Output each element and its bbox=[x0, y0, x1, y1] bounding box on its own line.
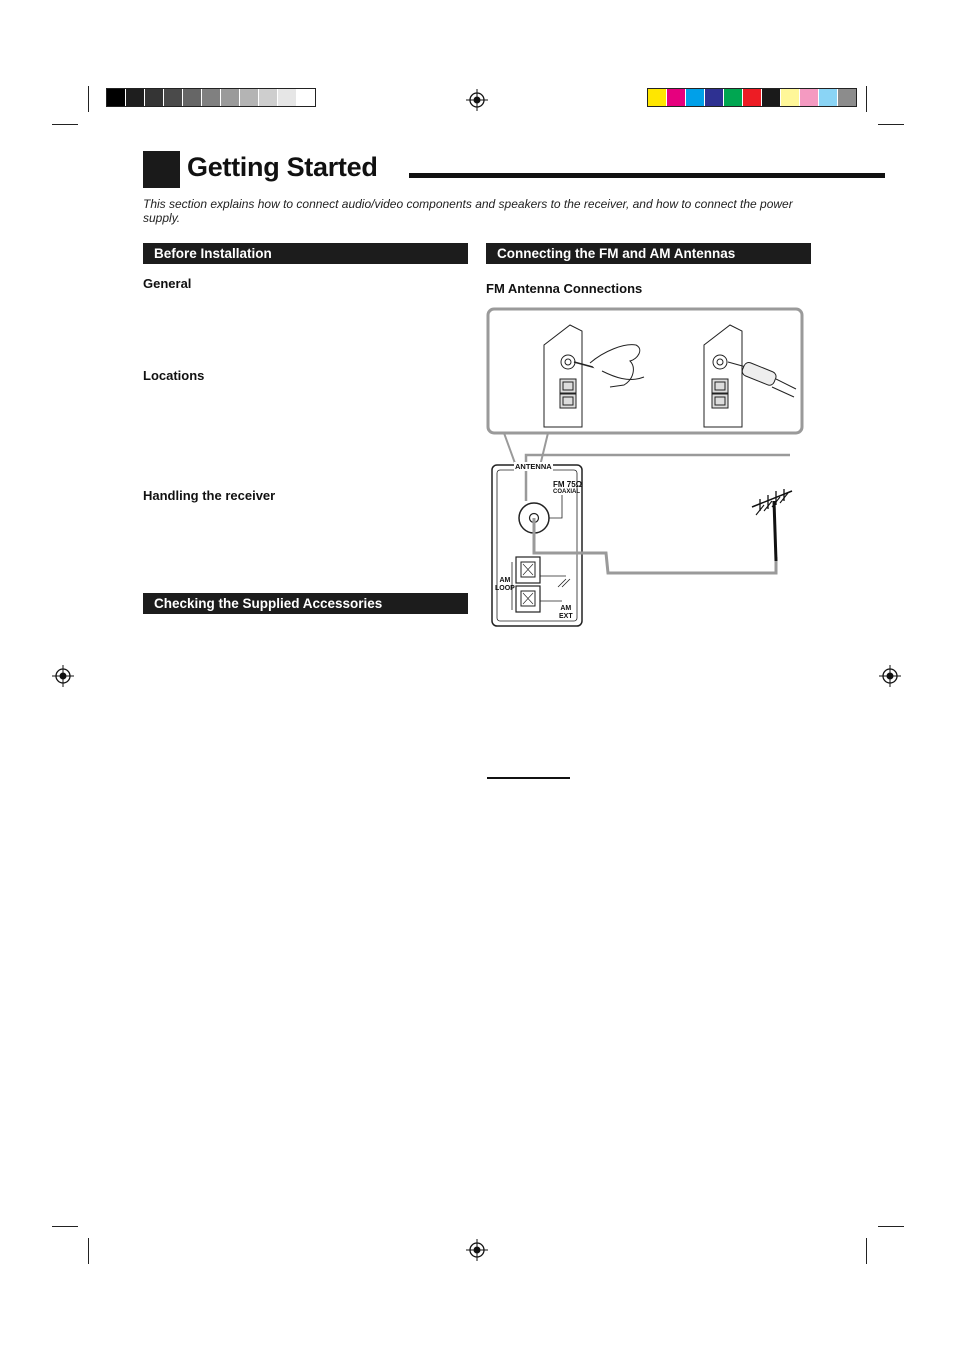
am-ext-line1: AM bbox=[560, 605, 572, 612]
am-loop-line1: AM bbox=[499, 577, 511, 584]
subhead-locations: Locations bbox=[143, 368, 205, 383]
intro-text: This section explains how to connect audio/video components and speakers to the receiver, and how to connect the power supply. bbox=[143, 197, 793, 225]
crop-mark bbox=[866, 1238, 867, 1264]
color-swatch bbox=[126, 89, 145, 106]
color-swatch bbox=[667, 89, 686, 106]
am-loop-label bbox=[495, 577, 515, 593]
crop-mark bbox=[878, 124, 904, 125]
crop-mark bbox=[52, 1226, 78, 1227]
color-swatch bbox=[221, 89, 240, 106]
color-swatch bbox=[724, 89, 743, 106]
crop-mark bbox=[866, 86, 867, 112]
color-swatch bbox=[107, 89, 126, 106]
process-color-bar bbox=[647, 88, 857, 107]
outdoor-fm-antenna-icon bbox=[752, 489, 792, 561]
color-swatch bbox=[838, 89, 856, 106]
crop-mark bbox=[52, 124, 78, 125]
am-ext-label bbox=[559, 605, 573, 621]
coaxial-label: COAXIAL bbox=[553, 489, 580, 495]
section-header-accessories: Checking the Supplied Accessories bbox=[143, 593, 468, 614]
registration-mark-left bbox=[52, 665, 74, 687]
color-swatch bbox=[705, 89, 724, 106]
subhead-handling: Handling the receiver bbox=[143, 488, 276, 503]
color-swatch bbox=[819, 89, 838, 106]
panel-title-antenna: ANTENNA bbox=[515, 462, 552, 471]
subhead-general: General bbox=[143, 276, 192, 291]
am-ext-line2: EXT bbox=[559, 613, 573, 620]
section-header-antennas: Connecting the FM and AM Antennas bbox=[486, 243, 811, 264]
color-swatch bbox=[240, 89, 259, 106]
section-header-before-installation: Before Installation bbox=[143, 243, 468, 264]
color-swatch bbox=[145, 89, 164, 106]
color-swatch bbox=[259, 89, 278, 106]
registration-mark-top bbox=[466, 89, 488, 111]
grayscale-color-bar bbox=[106, 88, 316, 107]
inset-wire-connection bbox=[544, 325, 644, 427]
color-swatch bbox=[648, 89, 667, 106]
crop-mark bbox=[88, 86, 89, 112]
color-swatch bbox=[183, 89, 202, 106]
section-tab-block bbox=[143, 151, 180, 188]
color-swatch bbox=[297, 89, 315, 106]
color-swatch bbox=[781, 89, 800, 106]
fm-75-label: FM 75Ω bbox=[553, 480, 583, 489]
title-rule bbox=[409, 173, 885, 178]
color-swatch bbox=[743, 89, 762, 106]
color-swatch bbox=[202, 89, 221, 106]
color-swatch bbox=[278, 89, 297, 106]
page-title: Getting Started bbox=[187, 152, 378, 182]
color-swatch bbox=[686, 89, 705, 106]
color-swatch bbox=[762, 89, 781, 106]
inset-coax-connection bbox=[704, 325, 796, 427]
crop-mark bbox=[878, 1226, 904, 1227]
crop-mark bbox=[88, 1238, 89, 1264]
registration-mark-bottom bbox=[466, 1239, 488, 1261]
am-loop-line2: LOOP bbox=[495, 585, 515, 592]
registration-mark-right bbox=[879, 665, 901, 687]
footnote-rule bbox=[487, 777, 570, 779]
color-swatch bbox=[164, 89, 183, 106]
color-swatch bbox=[800, 89, 819, 106]
subhead-fm-antenna-connections: FM Antenna Connections bbox=[486, 281, 643, 296]
